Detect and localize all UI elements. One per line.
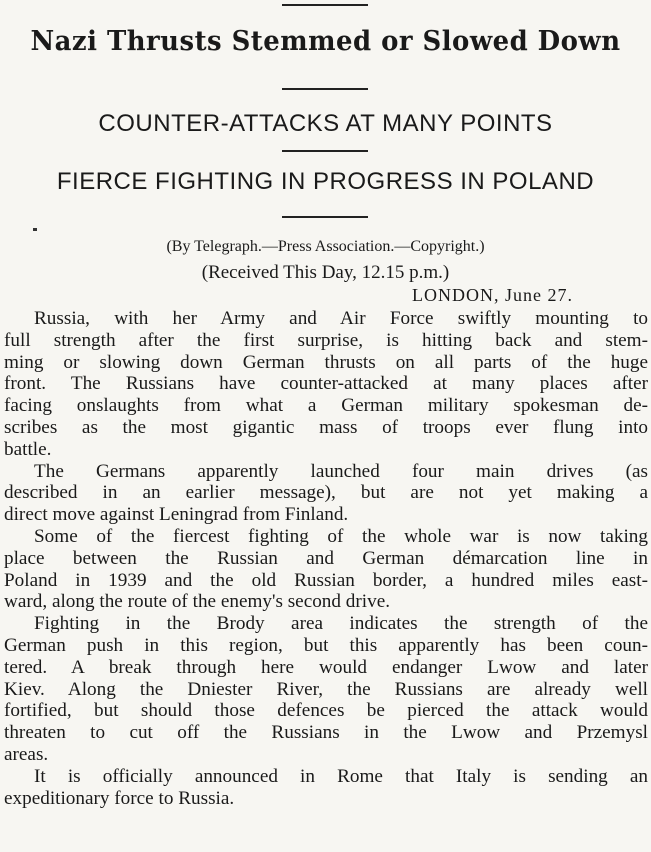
wire-credit: (By Telegraph.—Press Association.—Copyright.) (166, 238, 485, 255)
print-speck (33, 228, 37, 231)
body-line: Russia, with her Army and Air Force swiftly mounting to (34, 308, 648, 329)
body-line: German push in this region, but this apparently has been coun- (4, 634, 648, 656)
received-time: (Received This Day, 12.15 p.m.) (201, 262, 450, 283)
body-line: place between the Russian and German démarcation line in (4, 547, 648, 569)
body-line: fortified, but should those defences be pierced the attack would (4, 700, 648, 722)
body-line: It is officially announced in Rome that Italy is sending an (34, 765, 648, 787)
body-line: ming or slowing down German thrusts on all parts of the huge (4, 351, 648, 373)
deck-counter-attacks: COUNTER-ATTACKS AT MANY POINTS (98, 110, 553, 137)
body-line: full strength after the first surprise, is hitting back and stem- (4, 329, 648, 351)
body-line: battle. (4, 438, 52, 460)
body-line: Kiev. Along the Dniester River, the Russians are already well (4, 678, 648, 700)
top-rule (282, 4, 368, 6)
body-line: direct move against Leningrad from Finland. (4, 504, 349, 526)
dateline: LONDON, June 27. (412, 285, 573, 305)
rule-below-deck1 (282, 150, 368, 152)
body-line: ward, along the route of the enemy's second drive. (4, 591, 391, 613)
body-line: Some of the fiercest fighting of the whole war is now taking (34, 525, 648, 547)
body-line: described in an earlier message), but are not yet making a (4, 482, 648, 504)
article-body (4, 308, 648, 809)
body-line: front. The Russians have counter-attacked at many places after (4, 373, 648, 395)
headline: Nazi Thrusts Stemmed or Slowed Down (30, 26, 621, 57)
body-line: threaten to cut off the Russians in the Lwow and Przemysl (4, 722, 648, 744)
rule-below-deck2 (282, 216, 368, 218)
deck-fierce-fighting: FIERCE FIGHTING IN PROGRESS IN POLAND (56, 168, 595, 195)
body-line: expeditionary force to Russia. (4, 787, 235, 809)
body-line: scribes as the most gigantic mass of troops ever flung into (4, 416, 648, 438)
body-line: Poland in 1939 and the old Russian border, a hundred miles east- (4, 569, 648, 591)
body-line: The Germans apparently launched four main drives (as (34, 460, 648, 482)
body-line: Fighting in the Brody area indicates the strength of the (34, 613, 648, 635)
rule-below-headline (282, 88, 368, 90)
body-line: tered. A break through here would endanger Lwow and later (4, 656, 648, 678)
body-line: areas. (4, 743, 49, 765)
body-line: facing onslaughts from what a German military spokesman de- (4, 395, 648, 417)
